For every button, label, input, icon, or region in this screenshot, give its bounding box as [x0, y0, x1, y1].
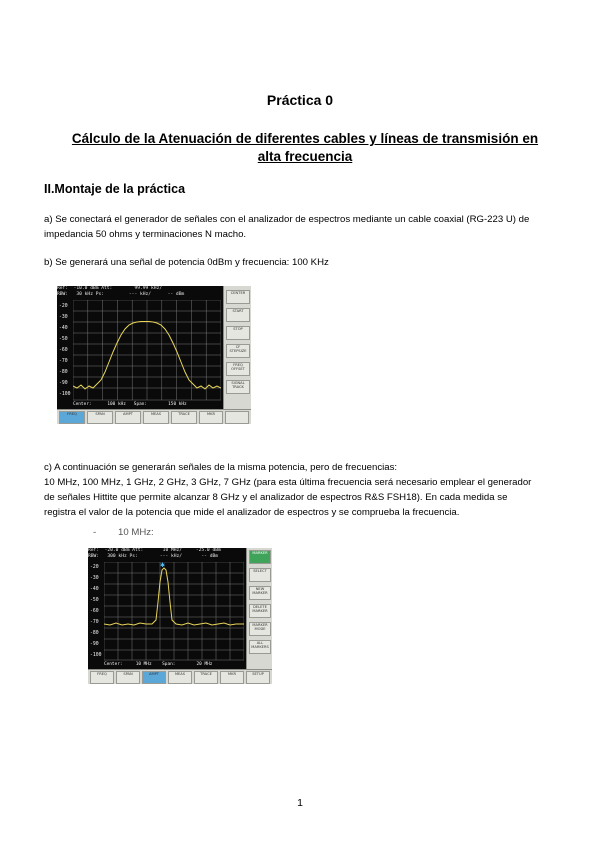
fkey-ampt[interactable]: AMPT — [115, 411, 141, 424]
softkey-stop[interactable]: STOP — [226, 326, 250, 340]
fkey-span[interactable]: SPAN — [87, 411, 113, 424]
fkey-freq[interactable]: FREQ — [59, 411, 85, 424]
fkey-meas[interactable]: MEAS — [143, 411, 169, 424]
analyzer-header: Ref: -20.0 dBm Att: 10 MHz/ -25.0 dBm RBW: 300 kHz Ps: --- kHz/ -- dBm — [88, 548, 246, 561]
analyzer-footer: Center: 100 kHz Span: 150 kHz — [73, 402, 187, 407]
document-title: Práctica 0 — [266, 92, 334, 108]
spectrum-analyzer-screenshot-100khz — [57, 286, 251, 424]
y-label: -60 — [90, 609, 99, 614]
paragraph-a — [44, 212, 564, 242]
fkey-mkr[interactable]: MKR — [199, 411, 223, 424]
softkey-marker-mode[interactable]: MARKER MODE — [249, 622, 271, 636]
fkey-trace[interactable]: TRACE — [194, 671, 218, 684]
paragraph-c — [44, 460, 564, 520]
y-label: -70 — [59, 359, 68, 364]
y-label: -40 — [90, 587, 99, 592]
y-label: -40 — [59, 326, 68, 331]
y-label: -80 — [90, 631, 99, 636]
softkey-freq-offset[interactable]: FREQ OFFSET — [226, 362, 250, 376]
softkey-delete-marker[interactable]: DELETE MARKER — [249, 604, 271, 618]
y-label: -20 — [90, 565, 99, 570]
softkey-column — [246, 548, 272, 669]
softkey-center[interactable]: CENTER — [226, 290, 250, 304]
softkey-cf-stepsize[interactable]: CF STEPSIZE — [226, 344, 250, 358]
spectrum-trace-graph — [104, 562, 244, 661]
paragraph-c-line-1: c) A continuación se generarán señales de la misma potencia, pero de frecuencias: — [44, 462, 398, 473]
function-key-row — [57, 409, 251, 424]
fkey-mkr[interactable]: MKR — [220, 671, 244, 684]
softkey-signal-track[interactable]: SIGNAL TRACK — [226, 380, 250, 394]
y-label: -90 — [90, 642, 99, 647]
softkey-select[interactable]: SELECT — [249, 568, 271, 582]
y-label: -50 — [59, 337, 68, 342]
spectrum-analyzer-screenshot-10mhz — [88, 548, 272, 684]
document-subtitle — [55, 130, 555, 166]
paragraph-b: b) Se generará una señal de potencia 0dBm y frecuencia: 100 KHz — [44, 257, 329, 268]
fkey-meas[interactable]: MEAS — [168, 671, 192, 684]
y-label: -30 — [90, 576, 99, 581]
y-label: -70 — [90, 620, 99, 625]
fkey-extra[interactable] — [225, 411, 249, 424]
paragraph-a-line-1: a) Se conectará el generador de señales con el analizador de espectros mediante un cable coaxial (RG-223 U) de — [44, 214, 530, 225]
section-heading: II.Montaje de la práctica — [44, 182, 186, 196]
fkey-trace[interactable]: TRACE — [171, 411, 197, 424]
analyzer-footer: Center: 10 MHz Span: 20 MHz — [104, 662, 213, 667]
function-key-row — [88, 669, 272, 684]
y-label: -100 — [90, 653, 102, 658]
softkey-new-marker[interactable]: NEW MARKER — [249, 586, 271, 600]
softkey-column — [223, 286, 251, 409]
fkey-span[interactable]: SPAN — [116, 671, 140, 684]
bullet-dash: - — [93, 527, 97, 538]
paragraph-c-line-2: 10 MHz, 100 MHz, 1 GHz, 2 GHz, 3 GHz, 7 GHz (para esta última frecuencia será necesario emplear el generador — [44, 477, 532, 488]
softkey-marker[interactable]: MARKER — [249, 550, 271, 564]
y-label: -30 — [59, 315, 68, 320]
paragraph-c-line-3: de señales Hittite que permite alcanzar 8 GHz y el analizador de espectros R&S FSH18). En cada medida se — [44, 492, 508, 503]
paragraph-c-line-4: registra el valor de la potencia que mide el analizador de espectros y se comprueba la frecuencia. — [44, 507, 460, 518]
y-label: -50 — [90, 598, 99, 603]
y-label: -90 — [59, 381, 68, 386]
spectrum-plot-area — [88, 548, 246, 669]
spectrum-plot-area — [57, 286, 223, 409]
y-label: -100 — [59, 392, 71, 397]
grid-lines — [104, 562, 244, 660]
page-number: 1 — [297, 797, 303, 809]
grid-lines — [73, 300, 221, 400]
bullet-label: 10 MHz: — [118, 527, 154, 538]
subtitle-line-1: Cálculo de la Atenuación de diferentes cables y líneas de transmisión en — [71, 131, 539, 146]
y-label: -80 — [59, 370, 68, 375]
subtitle-line-2: alta frecuencia — [257, 149, 353, 164]
fkey-setup[interactable]: SETUP — [246, 671, 270, 684]
fkey-ampt[interactable]: AMPT — [142, 671, 166, 684]
spectrum-trace-graph — [73, 300, 221, 401]
analyzer-header: Ref: -10.0 dBm Att: 99.99 kHz/ RBW: 30 kHz Ps: --- kHz/ -- dBm — [57, 286, 223, 299]
y-label: -60 — [59, 348, 68, 353]
softkey-start[interactable]: START — [226, 308, 250, 322]
marker-star-icon: ✱ — [160, 562, 166, 569]
fkey-freq[interactable]: FREQ — [90, 671, 114, 684]
paragraph-a-line-2: impedancia 50 ohms y terminaciones N macho. — [44, 229, 247, 240]
y-label: -20 — [59, 304, 68, 309]
softkey-all-markers[interactable]: ALL MARKERS — [249, 640, 271, 654]
bullet-10mhz — [93, 527, 154, 538]
